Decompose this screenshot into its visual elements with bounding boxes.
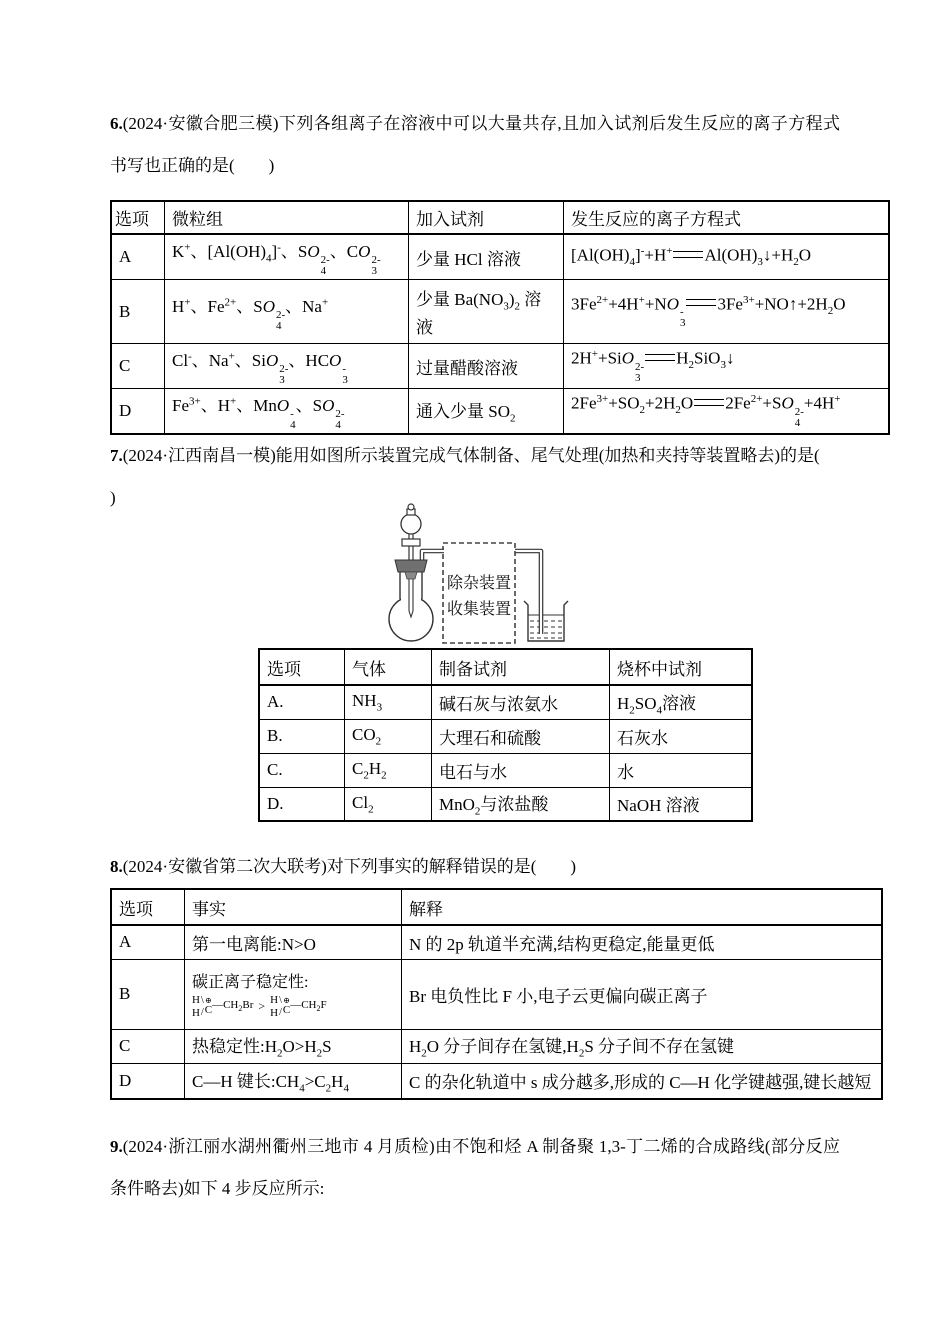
- question-7-table: [258, 648, 753, 822]
- cell-ion-group: K+、$[Al(OH)_4]^-$、SO 2- 4 、CO 2- 3: [165, 234, 409, 280]
- cell-fact: 热稳定性$:H_2O>H_2S$: [185, 1029, 402, 1063]
- funnel-stopper: [408, 504, 414, 510]
- question-9-number: 9.: [110, 1137, 123, 1156]
- cell-option: A: [111, 234, 165, 280]
- column-header-option: 选项: [111, 201, 165, 234]
- purify-collect-box: [443, 543, 515, 643]
- cell-prep: 电石与水: [432, 753, 610, 787]
- cell-reagent: 少量 HCl 溶液: [409, 234, 564, 280]
- question-7-text: (2024·江西南昌一模)能用如图所示装置完成气体制备、尾气处理(加热和夹持等装置略去)的是(: [122, 446, 820, 465]
- question-7-number: 7.: [110, 446, 123, 465]
- cell-option: B: [111, 280, 165, 344]
- apparatus-diagram: [380, 503, 840, 648]
- cell-beaker: $H_2SO_4$溶液: [610, 685, 753, 719]
- table-header-row: [259, 649, 752, 685]
- cell-option: C: [111, 1029, 185, 1063]
- table-row: [259, 787, 752, 821]
- stopcock: [402, 539, 420, 546]
- cell-ion-group: Cl-、Na+、SiO 2- 3 、HCO - 3: [165, 344, 409, 389]
- cell-beaker: 水: [610, 753, 753, 787]
- connecting-tube-left: [422, 551, 444, 560]
- cell-equation: $2Fe^{3+}+SO_2+2H_2O$ $2Fe^{2+}+SO$ 2- 4 +4H+: [564, 389, 890, 435]
- cell-equation: 2H++SiO 2- 3 $H_2SiO_3↓$: [564, 344, 890, 389]
- table-header-row: [111, 201, 889, 234]
- question-6-stem: [110, 103, 840, 187]
- cell-gas: $C_2H_2$: [345, 753, 432, 787]
- connecting-tube-right: [513, 551, 541, 634]
- table-row: [111, 389, 889, 435]
- cell-option: C.: [259, 753, 345, 787]
- cell-option: B: [111, 959, 185, 1029]
- cell-fact: 碳正离子稳定性: H H \ / ⊕ C $—CH_2Br$ > H H \ / ⊕ C $—CH_2F$: [185, 959, 402, 1029]
- cell-option: A: [111, 925, 185, 959]
- cell-reagent: 少量 $Ba(NO_3)_2$ 溶液: [409, 280, 564, 344]
- cell-option: A.: [259, 685, 345, 719]
- table-row: [111, 1029, 882, 1063]
- cell-ion-group: $Fe^{3+}$、H+、MnO - 4 、SO 2- 4: [165, 389, 409, 435]
- question-8-number: 8.: [110, 857, 123, 876]
- cell-prep: 大理石和硫酸: [432, 719, 610, 753]
- beaker: [524, 601, 568, 641]
- cell-prep: MnO$_2$与浓盐酸: [432, 787, 610, 821]
- cell-gas: $CO_2$: [345, 719, 432, 753]
- purify-label: 除杂装置: [446, 575, 512, 592]
- table-row: [111, 280, 889, 344]
- cell-explanation: Br 电负性比 F 小,电子云更偏向碳正离子: [402, 959, 883, 1029]
- cell-fact: C—H 键长$:CH_4>C_2H_4$: [185, 1063, 402, 1099]
- question-9-text: (2024·浙江丽水湖州衢州三地市 4 月质检)由不饱和烃 A 制备聚 1,3-丁二烯的合成路线(部分反应条件略去)如下 4 步反应所示:: [110, 1137, 840, 1198]
- table-row: [111, 925, 882, 959]
- column-header-equation: 发生反应的离子方程式: [564, 201, 890, 234]
- cell-beaker: NaOH 溶液: [610, 787, 753, 821]
- cell-prep: 碱石灰与浓氨水: [432, 685, 610, 719]
- cell-option: D: [111, 1063, 185, 1099]
- column-header-reagent: 加入试剂: [409, 201, 564, 234]
- cell-option: C: [111, 344, 165, 389]
- question-6-table: [110, 200, 890, 435]
- question-8-table: [110, 888, 883, 1100]
- question-7-close-paren: ): [110, 488, 116, 507]
- question-6-number: 6.: [110, 114, 123, 133]
- cell-beaker: 石灰水: [610, 719, 753, 753]
- column-header-option: 选项: [259, 649, 345, 685]
- round-bottom-flask: [389, 569, 433, 641]
- cell-gas: $Cl_2$: [345, 787, 432, 821]
- apparatus-svg: [380, 503, 580, 648]
- rubber-stopper: [395, 560, 427, 572]
- cell-reagent: 通入少量 $SO_2$: [409, 389, 564, 435]
- cell-explanation: C 的杂化轨道中 s 成分越多,形成的 C—H 化学键越强,键长越短: [402, 1063, 883, 1099]
- cell-fact: 第一电离能:N>O: [185, 925, 402, 959]
- column-header-explanation: 解释: [402, 889, 883, 925]
- table-row: [259, 685, 752, 719]
- column-header-prep-reagent: 制备试剂: [432, 649, 610, 685]
- cell-explanation: $H_2O$ 分子间存在氢键$,H_2S$ 分子间不存在氢键: [402, 1029, 883, 1063]
- cell-equation: $[Al(OH)_4]^-+H^+$ $Al(OH)_3↓+H_2O$: [564, 234, 890, 280]
- column-header-ion-group: 微粒组: [165, 201, 409, 234]
- cell-option: D.: [259, 787, 345, 821]
- table-row: [111, 234, 889, 280]
- cell-gas: $NH_3$: [345, 685, 432, 719]
- question-8-stem: [110, 846, 840, 888]
- question-6-text: (2024·安徽合肥三模)下列各组离子在溶液中可以大量共存,且加入试剂后发生反应的离子方程式书写也正确的是( ): [110, 114, 840, 175]
- question-9-stem: [110, 1126, 840, 1210]
- cell-option: B.: [259, 719, 345, 753]
- table-row: [111, 1063, 882, 1099]
- table-header-row: [111, 889, 882, 925]
- table-row: [259, 753, 752, 787]
- table-row: [259, 719, 752, 753]
- column-header-beaker-reagent: 烧杯中试剂: [610, 649, 753, 685]
- table-row: [111, 344, 889, 389]
- cell-ion-group: H+、$Fe^{2+}$、SO 2- 4 、Na+: [165, 280, 409, 344]
- column-header-fact: 事实: [185, 889, 402, 925]
- column-header-gas: 气体: [345, 649, 432, 685]
- question-8-text: (2024·安徽省第二次大联考)对下列事实的解释错误的是( ): [122, 857, 577, 876]
- cell-explanation: N 的 2p 轨道半充满,结构更稳定,能量更低: [402, 925, 883, 959]
- column-header-option: 选项: [111, 889, 185, 925]
- cell-option: D: [111, 389, 165, 435]
- cell-equation: $3Fe^{2+}+4H^++NO$ - 3 $3Fe^{3+}+NO↑+2H_2O$: [564, 280, 890, 344]
- table-row: [111, 959, 882, 1029]
- cell-reagent: 过量醋酸溶液: [409, 344, 564, 389]
- collect-label: 收集装置: [446, 601, 512, 618]
